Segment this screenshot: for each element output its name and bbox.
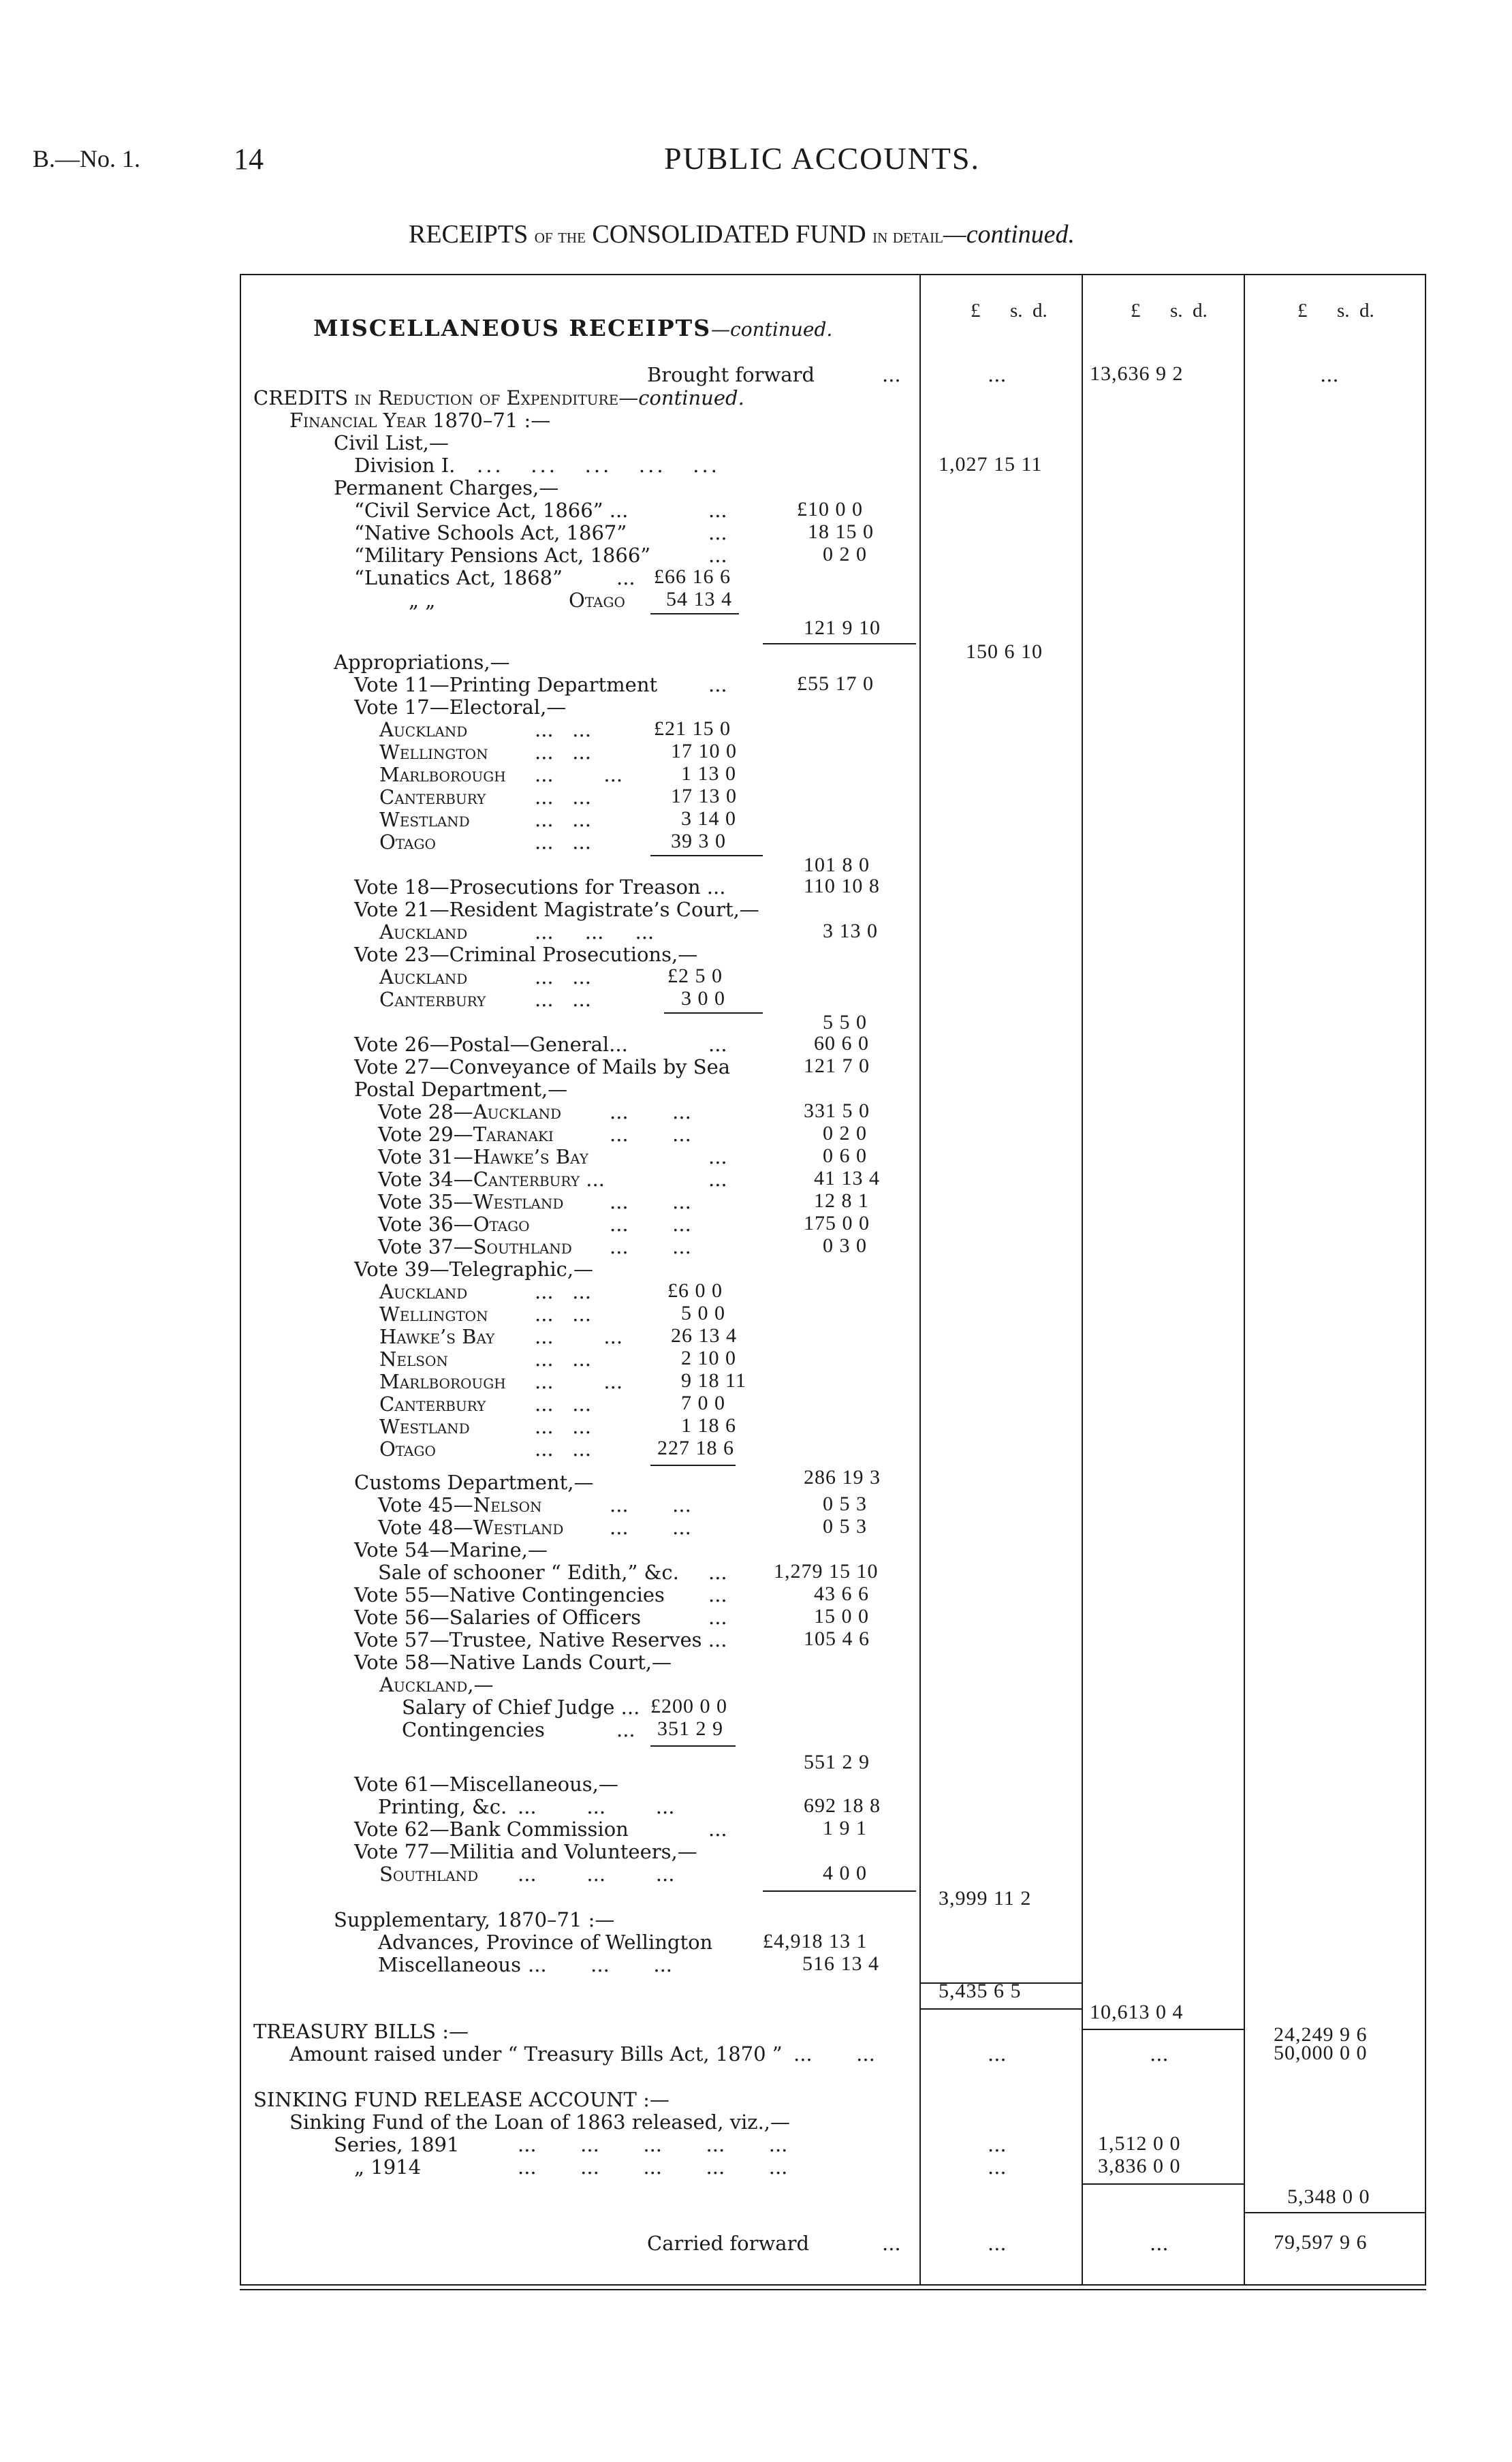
postal-amount: 12 8 1 <box>814 1189 869 1212</box>
ditto-marks: „ „ <box>409 589 436 612</box>
appropriations-col1: 3,999 11 2 <box>939 1887 1032 1910</box>
telegraphic-label: Nelson <box>379 1347 448 1371</box>
telegraphic-amount: 5 0 0 <box>681 1302 725 1324</box>
electoral-amount: 17 13 0 <box>671 785 737 807</box>
telegraphic-amount: 227 18 6 <box>657 1437 734 1459</box>
sinking-col3: 5,348 0 0 <box>1287 2185 1370 2208</box>
telegraphic-amount: 26 13 4 <box>671 1324 737 1347</box>
vote26-amount: 60 6 0 <box>814 1032 869 1055</box>
vote17-label: Vote 17—Electoral,— <box>354 696 567 719</box>
postal-item: Vote 35—Westland <box>378 1190 564 1213</box>
dots: ... ... ... ... ... <box>518 2155 788 2179</box>
vote61-sub: Printing, &c. <box>378 1795 507 1818</box>
dots: ... ... ... <box>528 1953 673 1976</box>
dots: ... ... ... ... ... <box>477 454 720 477</box>
electoral-total: 101 8 0 <box>804 854 870 876</box>
vote58-sub: Auckland,— <box>379 1673 494 1696</box>
perm-item-label: “Civil Service Act, 1866” ... <box>354 499 629 522</box>
vote55-label: Vote 55—Native Contingencies <box>354 1583 665 1606</box>
dots: ... <box>708 1145 727 1168</box>
treasury-label: TREASURY BILLS :— <box>253 2020 469 2043</box>
credits-heading: CREDITS in Reduction of Expenditure—continued. <box>253 386 744 409</box>
appropriations-label: Appropriations,— <box>334 651 510 674</box>
telegraphic-label: Westland <box>379 1415 470 1438</box>
vote57-amount: 105 4 6 <box>804 1627 870 1650</box>
dots: ... <box>616 566 635 589</box>
col1-rule <box>919 274 921 2286</box>
customs-item: Vote 45—Nelson <box>378 1493 542 1516</box>
vote18-label: Vote 18—Prosecutions for Treason ... <box>354 875 726 899</box>
electoral-label: Canterbury <box>379 785 486 809</box>
subtotal-rule <box>650 855 763 856</box>
vote55-amount: 43 6 6 <box>814 1583 869 1605</box>
vote39-label: Vote 39—Telegraphic,— <box>354 1258 594 1281</box>
dots: ... ... <box>535 1303 591 1326</box>
credits-col3: 24,249 9 6 <box>1274 2023 1368 2046</box>
vote18-amount: 110 10 8 <box>804 875 880 897</box>
telegraphic-amount: £6 0 0 <box>667 1279 723 1302</box>
vote58-item-amount: £200 0 0 <box>650 1695 727 1717</box>
telegraphic-label: Wellington <box>379 1303 488 1326</box>
perm-total: 121 9 10 <box>804 617 881 639</box>
postal-amount: 331 5 0 <box>804 1100 870 1122</box>
dots: ... <box>882 363 901 386</box>
dots: ... ... <box>610 1235 691 1258</box>
vote56-amount: 15 0 0 <box>814 1605 869 1627</box>
sinking-sub: Sinking Fund of the Loan of 1863 released, viz.,— <box>289 2110 791 2134</box>
table-left-rule <box>240 274 241 2286</box>
division-label: Division I. <box>354 454 456 477</box>
vote61-amount: 692 18 8 <box>804 1794 881 1817</box>
dots: ... <box>616 1718 635 1741</box>
subtitle-continued: —continued. <box>943 220 1075 249</box>
electoral-amount: 17 10 0 <box>671 740 737 762</box>
col3-heading: £ s. d. <box>1297 300 1374 322</box>
dots: ... ... <box>535 988 591 1011</box>
dots: ... ... <box>535 1437 591 1461</box>
subtotal-rule <box>650 1745 736 1747</box>
series-amount: 1,512 0 0 <box>1098 2132 1181 2155</box>
electoral-label: Marlborough <box>379 763 506 786</box>
supp-item-amount: £4,918 13 1 <box>763 1930 868 1952</box>
col2-rule <box>1082 274 1083 2286</box>
postal-amount: 0 6 0 <box>823 1144 867 1167</box>
subtotal-rule <box>921 2008 1082 2010</box>
dots: ... ... <box>610 1493 691 1516</box>
dots: ... ... <box>535 741 591 764</box>
perm-item-amount: £10 0 0 <box>797 498 863 520</box>
telegraphic-label: Hawke’s Bay <box>379 1325 495 1348</box>
dots: ... <box>708 673 727 696</box>
dots: ... <box>1150 2232 1169 2255</box>
perm-col1: 150 6 10 <box>966 640 1043 663</box>
vote58-item-label: Contingencies <box>402 1718 545 1741</box>
dots: ... <box>1320 363 1339 386</box>
dots: ... <box>1150 2042 1169 2066</box>
otago-label: Otago <box>569 589 625 612</box>
subtotal-rule <box>763 643 916 644</box>
subtitle-of-the: of the <box>534 225 586 247</box>
dots: ... <box>988 2133 1007 2156</box>
telegraphic-amount: 7 0 0 <box>681 1392 725 1414</box>
vote62-label: Vote 62—Bank Commission <box>354 1818 629 1841</box>
subtotal-rule <box>1083 2183 1244 2185</box>
dots: ... ... <box>793 2042 875 2066</box>
vote23-label: Vote 23—Criminal Prosecutions,— <box>354 943 698 966</box>
section-title: MISCELLANEOUS RECEIPTS—continued. <box>313 315 833 341</box>
subtitle-receipts: RECEIPTS <box>409 220 529 249</box>
table-bottom-rule <box>240 2284 1426 2286</box>
perm-item-amount: 18 15 0 <box>808 520 874 543</box>
page-title: PUBLIC ACCOUNTS. <box>664 141 980 176</box>
dots: ... <box>988 2155 1007 2179</box>
telegraphic-label: Auckland <box>379 1280 468 1303</box>
vote23-item-label: Canterbury <box>379 988 486 1011</box>
credits-col2: 10,613 0 4 <box>1090 2001 1184 2023</box>
table-bottom-rule-2 <box>240 2289 1426 2290</box>
financial-year: Financial Year 1870–71 :— <box>289 409 551 432</box>
page-ref: B.—No. 1. <box>33 145 141 172</box>
vote23-item-amount: 3 0 0 <box>681 987 725 1010</box>
dots: ... ... <box>535 1415 591 1438</box>
vote54-amount: 1,279 15 10 <box>774 1560 879 1583</box>
customs-label: Customs Department,— <box>354 1471 594 1494</box>
postal-item: Vote 34—Canterbury ... <box>378 1168 605 1191</box>
carried-forward-col3: 79,597 9 6 <box>1274 2231 1368 2254</box>
dots: ... ... <box>535 830 591 854</box>
subtotal-rule <box>1083 2029 1244 2030</box>
dots: ... ... <box>610 1100 691 1123</box>
postal-amount: 175 0 0 <box>804 1212 870 1234</box>
telegraphic-label: Otago <box>379 1437 436 1461</box>
vote61-label: Vote 61—Miscellaneous,— <box>354 1773 618 1796</box>
vote58-total: 551 2 9 <box>804 1751 870 1773</box>
customs-amount: 0 5 3 <box>823 1493 867 1515</box>
dots: ... ... <box>535 1370 623 1393</box>
dots: ... <box>708 499 727 522</box>
dots: ... ... <box>610 1213 691 1236</box>
postal-item: Vote 28—Auckland <box>378 1100 561 1123</box>
vote77-amount: 4 0 0 <box>823 1862 867 1884</box>
postal-item: Vote 36—Otago <box>378 1213 530 1236</box>
vote23-total: 5 5 0 <box>823 1011 867 1033</box>
electoral-label: Wellington <box>379 741 488 764</box>
electoral-amount: £21 15 0 <box>654 717 731 740</box>
treasury-sub: Amount raised under “ Treasury Bills Act, 1870 ” <box>289 2042 783 2066</box>
dots: ... ... <box>610 1190 691 1213</box>
supplementary-label: Supplementary, 1870–71 :— <box>334 1908 615 1931</box>
vote21-sub: Auckland <box>379 920 468 944</box>
dots: ... <box>708 1561 727 1584</box>
permanent-charges-label: Permanent Charges,— <box>334 476 559 499</box>
postal-item: Vote 31—Hawke’s Bay <box>378 1145 588 1168</box>
subtotal-rule <box>650 613 739 614</box>
subtitle-in-detail: in detail <box>872 225 943 247</box>
col2-heading: £ s. d. <box>1131 300 1208 322</box>
telegraphic-amount: 1 18 6 <box>681 1414 736 1437</box>
electoral-label: Auckland <box>379 718 468 741</box>
supp-item-amount: 516 13 4 <box>802 1952 879 1975</box>
treasury-col3: 50,000 0 0 <box>1274 2042 1368 2064</box>
postal-amount: 0 3 0 <box>823 1234 867 1257</box>
dots: ... <box>708 1606 727 1629</box>
vote77-label: Vote 77—Militia and Volunteers,— <box>354 1840 697 1863</box>
dots: ... <box>988 363 1007 386</box>
vote58-label: Vote 58—Native Lands Court,— <box>354 1651 672 1674</box>
dots: ... ... <box>535 1347 591 1371</box>
vote58-item-label: Salary of Chief Judge ... <box>402 1696 640 1719</box>
dots: ... ... <box>535 808 591 831</box>
dots: ... ... ... ... ... <box>518 2133 788 2156</box>
vote62-amount: 1 9 1 <box>823 1817 867 1839</box>
dots: ... <box>882 2232 901 2255</box>
postal-item: Vote 37—Southland <box>378 1235 572 1258</box>
supp-item-label: Advances, Province of Wellington <box>378 1931 713 1954</box>
dots: ... ... <box>535 965 591 988</box>
series-amount: 3,836 0 0 <box>1098 2155 1181 2177</box>
page-number: 14 <box>234 142 264 176</box>
vote23-item-label: Auckland <box>379 965 468 988</box>
postal-item: Vote 29—Taranaki <box>378 1123 554 1146</box>
civil-list-label: Civil List,— <box>334 431 449 454</box>
postal-amount: 41 13 4 <box>814 1167 880 1189</box>
table-right-rule <box>1425 274 1426 2286</box>
vote11-amount: £55 17 0 <box>797 672 874 695</box>
vote21-label: Vote 21—Resident Magistrate’s Court,— <box>354 898 759 921</box>
dots: ... ... <box>535 763 623 786</box>
postal-label: Postal Department,— <box>354 1078 568 1101</box>
dots: ... <box>988 2042 1007 2066</box>
table-top-rule <box>240 274 1426 275</box>
supp-col1: 5,435 6 5 <box>939 1980 1022 2002</box>
dots: ... <box>988 2232 1007 2255</box>
customs-amount: 0 5 3 <box>823 1515 867 1538</box>
telegraphic-amount: 9 18 11 <box>681 1369 746 1392</box>
dots: ... ... <box>610 1516 691 1539</box>
dots: ... <box>708 1168 727 1191</box>
subtotal-rule <box>650 1465 736 1466</box>
lunatics-label: “Lunatics Act, 1868” <box>354 566 563 589</box>
supp-item-label: Miscellaneous <box>378 1953 521 1976</box>
vote23-item-amount: £2 5 0 <box>667 965 723 987</box>
series-label: „ 1914 <box>354 2155 422 2179</box>
subtitle-fund: CONSOLIDATED FUND <box>592 220 866 249</box>
dots: ... <box>708 521 727 544</box>
perm-item-label: “Native Schools Act, 1867” <box>354 521 627 544</box>
vote27-amount: 121 7 0 <box>804 1055 870 1077</box>
vote26-label: Vote 26—Postal—General... <box>354 1033 628 1056</box>
dots: ... ... <box>535 1280 591 1303</box>
vote77-sub: Southland <box>379 1863 479 1886</box>
electoral-amount: 3 14 0 <box>681 807 736 830</box>
vote58-item-amount: 351 2 9 <box>657 1717 723 1740</box>
brought-forward-col2: 13,636 9 2 <box>1090 362 1184 385</box>
postal-amount: 0 2 0 <box>823 1122 867 1144</box>
dots: ... <box>708 1583 727 1606</box>
dots: ... ... <box>535 785 591 809</box>
brought-forward-label: Brought forward <box>647 363 815 386</box>
electoral-label: Otago <box>379 830 436 854</box>
telegraphic-total: 286 19 3 <box>804 1466 881 1489</box>
perm-item-label: “Military Pensions Act, 1866” <box>354 544 651 567</box>
col3-rule <box>1244 274 1245 2286</box>
dots: ... ... <box>535 1325 623 1348</box>
vote54-label: Vote 54—Marine,— <box>354 1538 548 1561</box>
page-subtitle <box>409 219 1075 249</box>
sinking-label: SINKING FUND RELEASE ACCOUNT :— <box>253 2088 670 2111</box>
series-label: Series, 1891 <box>334 2133 460 2156</box>
electoral-amount: 1 13 0 <box>681 762 736 785</box>
perm-item-amount: 0 2 0 <box>823 543 867 565</box>
telegraphic-label: Canterbury <box>379 1392 486 1416</box>
vote54-sub: Sale of schooner “ Edith,” &c. <box>378 1561 679 1584</box>
vote56-label: Vote 56—Salaries of Officers <box>354 1606 642 1629</box>
electoral-label: Westland <box>379 808 470 831</box>
vote27-label: Vote 27—Conveyance of Mails by Sea <box>354 1055 731 1078</box>
dots: ... ... <box>535 718 591 741</box>
dots: ... <box>708 1033 727 1056</box>
subtotal-rule <box>763 1890 916 1892</box>
electoral-amount: 39 3 0 <box>671 830 726 852</box>
dots: ... ... <box>535 1392 591 1416</box>
subtotal-rule <box>664 1012 763 1014</box>
dots: ... <box>708 1818 727 1841</box>
vote21-amount: 3 13 0 <box>823 920 878 942</box>
telegraphic-amount: 2 10 0 <box>681 1347 736 1369</box>
dots: ... <box>708 544 727 567</box>
telegraphic-label: Marlborough <box>379 1370 506 1393</box>
lunatics-amount: £66 16 6 <box>654 565 731 588</box>
dots: ... ... ... <box>535 920 655 944</box>
carried-forward-label: Carried forward <box>647 2232 810 2255</box>
col1-heading: £ s. d. <box>971 300 1048 322</box>
dots: ... ... ... <box>518 1863 675 1886</box>
otago-amount: 54 13 4 <box>666 588 732 610</box>
dots: ... ... ... <box>518 1795 675 1818</box>
division-amount: 1,027 15 11 <box>939 453 1043 476</box>
vote11-label: Vote 11—Printing Department <box>354 673 658 696</box>
customs-item: Vote 48—Westland <box>378 1516 564 1539</box>
vote57-label: Vote 57—Trustee, Native Reserves ... <box>354 1628 727 1651</box>
subtotal-rule <box>1245 2212 1425 2213</box>
dots: ... ... <box>610 1123 691 1146</box>
